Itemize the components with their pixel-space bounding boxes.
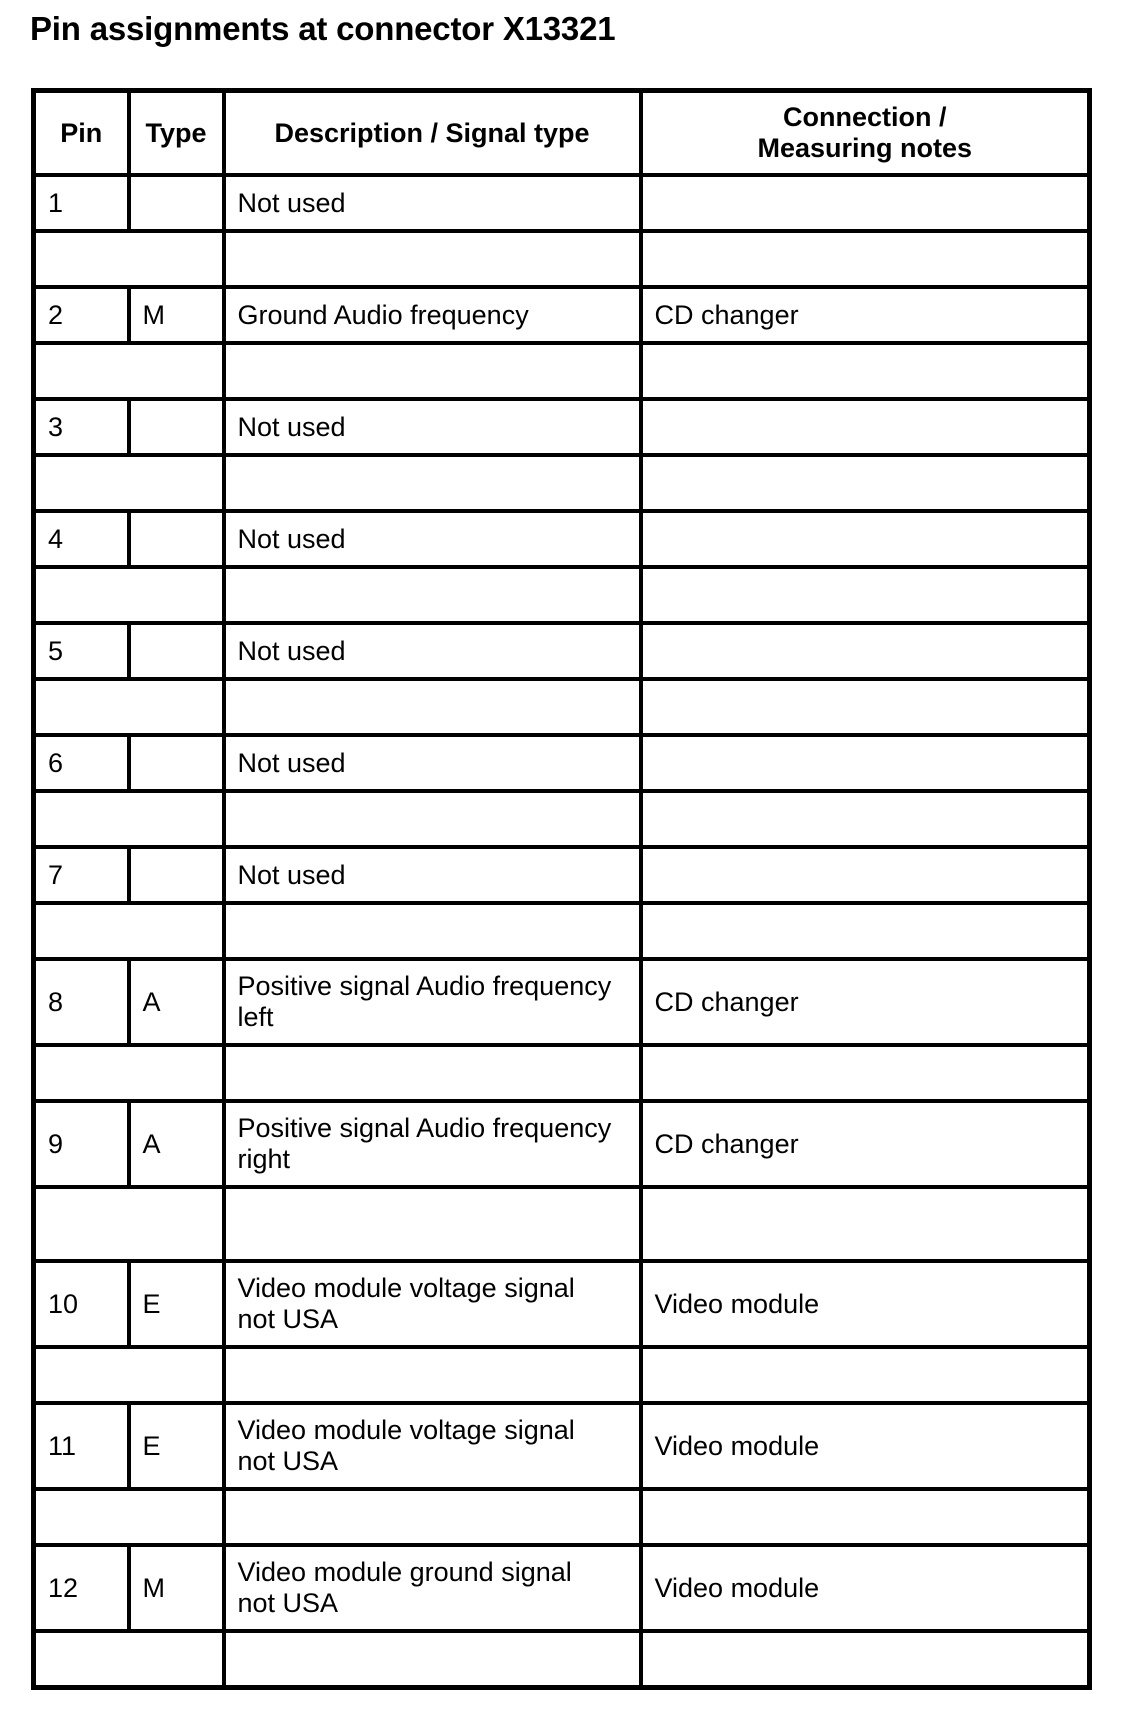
spacer-row	[34, 1045, 1090, 1101]
header-row	[34, 91, 1090, 176]
pin-cell: 8	[34, 959, 129, 1045]
pin-cell: 5	[34, 623, 129, 679]
spacer-cell	[34, 791, 224, 847]
spacer-cell	[34, 1347, 224, 1403]
spacer-row	[34, 903, 1090, 959]
table-row	[34, 399, 1090, 455]
type-cell: E	[129, 1403, 224, 1489]
notes-cell	[641, 175, 1090, 231]
header-notes	[641, 91, 1090, 176]
spacer-cell	[641, 903, 1090, 959]
pin-cell: 7	[34, 847, 129, 903]
description-cell: Not used	[224, 511, 641, 567]
description-cell: Not used	[224, 623, 641, 679]
type-cell	[129, 175, 224, 231]
type-cell: M	[129, 287, 224, 343]
notes-cell	[641, 735, 1090, 791]
spacer-cell	[224, 1631, 641, 1688]
spacer-cell	[34, 1045, 224, 1101]
description-cell: Ground Audio frequency	[224, 287, 641, 343]
description-cell	[224, 959, 641, 1045]
header-description: Description / Signal type	[224, 91, 641, 176]
notes-cell: Video module	[641, 1403, 1090, 1489]
description-line2: not USA	[237, 1304, 339, 1334]
type-cell	[129, 847, 224, 903]
table-row	[34, 1261, 1090, 1347]
spacer-cell	[34, 1631, 224, 1688]
spacer-cell	[224, 1489, 641, 1545]
type-cell	[129, 735, 224, 791]
description-line2: not USA	[237, 1446, 339, 1476]
description-line1: Video module voltage signal	[237, 1273, 575, 1303]
description-cell	[224, 1545, 641, 1631]
spacer-cell	[34, 343, 224, 399]
table-row	[34, 735, 1090, 791]
spacer-row	[34, 1347, 1090, 1403]
spacer-cell	[641, 231, 1090, 287]
description-cell: Not used	[224, 735, 641, 791]
header-type: Type	[129, 91, 224, 176]
description-cell	[224, 1101, 641, 1187]
header-notes-line1: Connection /	[783, 102, 947, 132]
table-row	[34, 287, 1090, 343]
notes-cell	[641, 511, 1090, 567]
pin-cell: 6	[34, 735, 129, 791]
spacer-cell	[641, 1489, 1090, 1545]
table-row	[34, 1403, 1090, 1489]
table-row	[34, 623, 1090, 679]
spacer-row	[34, 1631, 1090, 1688]
description-cell: Not used	[224, 399, 641, 455]
spacer-cell	[34, 231, 224, 287]
pin-assignment-table	[31, 88, 1092, 1690]
spacer-cell	[224, 1045, 641, 1101]
spacer-cell	[34, 1187, 224, 1261]
description-line1: Positive signal Audio frequency	[237, 971, 612, 1001]
page-title: Pin assignments at connector X13321	[30, 10, 616, 47]
spacer-row	[34, 1489, 1090, 1545]
description-line2: right	[237, 1144, 291, 1174]
notes-cell: CD changer	[641, 1101, 1090, 1187]
spacer-cell	[224, 903, 641, 959]
spacer-cell	[224, 679, 641, 735]
spacer-cell	[641, 1347, 1090, 1403]
spacer-row	[34, 231, 1090, 287]
spacer-cell	[641, 791, 1090, 847]
description-cell: Not used	[224, 847, 641, 903]
spacer-cell	[34, 567, 224, 623]
description-line2: not USA	[237, 1588, 339, 1618]
spacer-cell	[641, 343, 1090, 399]
spacer-row	[34, 791, 1090, 847]
spacer-cell	[224, 1347, 641, 1403]
spacer-cell	[641, 455, 1090, 511]
spacer-cell	[224, 343, 641, 399]
spacer-cell	[224, 231, 641, 287]
notes-cell: Video module	[641, 1545, 1090, 1631]
notes-cell: CD changer	[641, 959, 1090, 1045]
type-cell	[129, 399, 224, 455]
spacer-cell	[641, 1045, 1090, 1101]
table-row	[34, 175, 1090, 231]
description-line1: Positive signal Audio frequency	[237, 1113, 612, 1143]
pin-cell: 3	[34, 399, 129, 455]
notes-cell	[641, 847, 1090, 903]
spacer-row	[34, 343, 1090, 399]
spacer-cell	[34, 903, 224, 959]
spacer-cell	[34, 1489, 224, 1545]
spacer-cell	[34, 679, 224, 735]
notes-cell: Video module	[641, 1261, 1090, 1347]
pin-cell: 10	[34, 1261, 129, 1347]
spacer-row	[34, 679, 1090, 735]
spacer-cell	[641, 1187, 1090, 1261]
spacer-cell	[224, 791, 641, 847]
notes-cell: CD changer	[641, 287, 1090, 343]
header-pin: Pin	[34, 91, 129, 176]
pin-cell: 9	[34, 1101, 129, 1187]
notes-cell	[641, 623, 1090, 679]
spacer-row	[34, 1187, 1090, 1261]
table-row	[34, 959, 1090, 1045]
notes-cell	[641, 399, 1090, 455]
description-line1: Video module voltage signal	[237, 1415, 575, 1445]
description-cell	[224, 1403, 641, 1489]
pin-cell: 2	[34, 287, 129, 343]
table-header	[34, 91, 1090, 176]
spacer-cell	[224, 567, 641, 623]
table-row	[34, 511, 1090, 567]
description-line2: left	[237, 1002, 274, 1032]
table-body	[34, 175, 1090, 1688]
table-row	[34, 847, 1090, 903]
header-notes-line2: Measuring notes	[757, 133, 973, 163]
spacer-cell	[224, 455, 641, 511]
type-cell	[129, 623, 224, 679]
table-row	[34, 1545, 1090, 1631]
description-cell: Not used	[224, 175, 641, 231]
description-line1: Video module ground signal	[237, 1557, 572, 1587]
type-cell	[129, 511, 224, 567]
spacer-row	[34, 455, 1090, 511]
type-cell: E	[129, 1261, 224, 1347]
spacer-cell	[641, 1631, 1090, 1688]
type-cell: M	[129, 1545, 224, 1631]
type-cell: A	[129, 1101, 224, 1187]
description-cell	[224, 1261, 641, 1347]
pin-cell: 1	[34, 175, 129, 231]
spacer-cell	[34, 455, 224, 511]
spacer-cell	[641, 679, 1090, 735]
spacer-cell	[641, 567, 1090, 623]
pin-cell: 4	[34, 511, 129, 567]
pin-cell: 12	[34, 1545, 129, 1631]
type-cell: A	[129, 959, 224, 1045]
spacer-cell	[224, 1187, 641, 1261]
table-row	[34, 1101, 1090, 1187]
pin-cell: 11	[34, 1403, 129, 1489]
spacer-row	[34, 567, 1090, 623]
